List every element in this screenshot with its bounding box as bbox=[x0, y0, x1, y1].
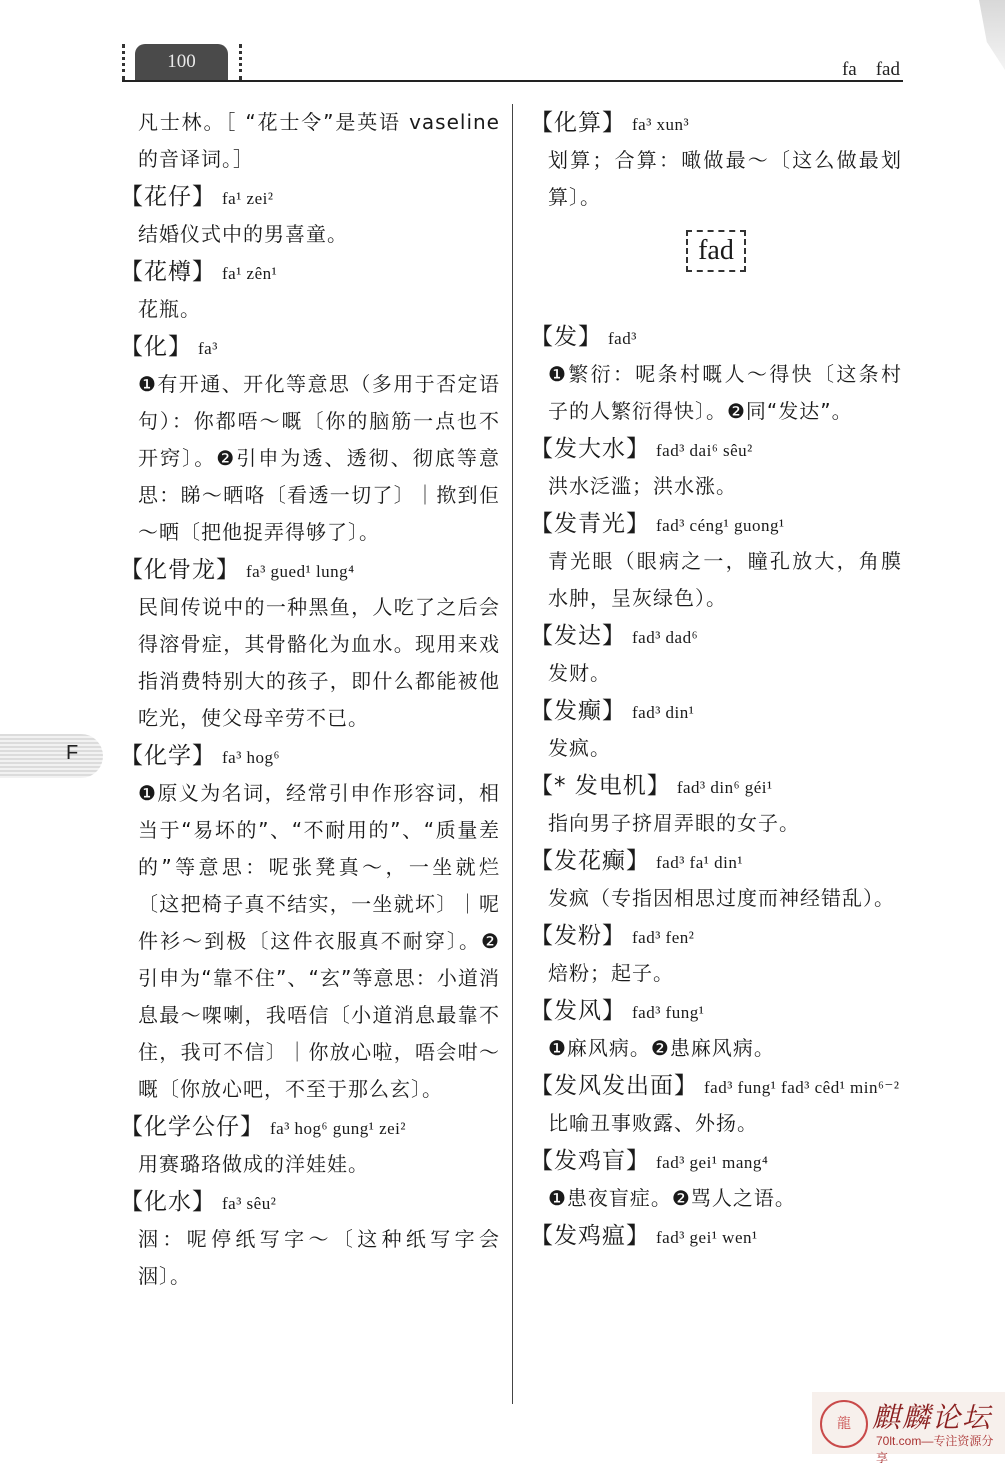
entry-headword: 【化】 bbox=[120, 334, 192, 360]
entry-pinyin: fa³ gued¹ lung⁴ bbox=[246, 562, 355, 581]
entry-headword: 【化学公仔】 bbox=[120, 1114, 264, 1140]
entry-pinyin: fad³ céng¹ guong¹ bbox=[656, 516, 785, 535]
entry-pinyin: fa³ bbox=[198, 339, 218, 358]
entry-pinyin: fad³ gei¹ wen¹ bbox=[656, 1228, 758, 1247]
entry-head bbox=[530, 430, 902, 468]
watermark-title: 麒麟论坛 bbox=[872, 1401, 993, 1434]
entry-definition: 凡士林。［ “花士令”是英语 vaseline 的音译词。］ bbox=[138, 110, 500, 171]
dictionary-entry bbox=[120, 1183, 500, 1295]
entry-definition: ❶麻风病。❷患麻风病。 bbox=[548, 1036, 775, 1060]
entry-headword: 【发粉】 bbox=[530, 923, 626, 949]
entry-head bbox=[120, 1183, 500, 1221]
watermark-url bbox=[876, 1432, 1005, 1466]
dictionary-entry bbox=[530, 1217, 902, 1255]
entry-head bbox=[120, 1108, 500, 1146]
dictionary-entry bbox=[120, 551, 500, 737]
entry-pinyin: fa¹ zei² bbox=[222, 189, 274, 208]
entry-head bbox=[530, 505, 902, 543]
dragon-seal-icon: 龍 bbox=[820, 1400, 868, 1448]
entry-head bbox=[120, 328, 500, 366]
entry-pinyin: fad³ din¹ bbox=[632, 703, 695, 722]
column-divider bbox=[512, 104, 513, 1404]
dictionary-entry bbox=[530, 1067, 902, 1142]
entry-head bbox=[530, 1142, 902, 1180]
entry-headword: 【化水】 bbox=[120, 1189, 216, 1215]
section-heading bbox=[530, 230, 902, 290]
entry-definition: ❶患夜盲症。❷骂人之语。 bbox=[548, 1186, 796, 1210]
entry-headword: 【发花癫】 bbox=[530, 848, 650, 874]
entry-headword: 【发大水】 bbox=[530, 436, 650, 462]
dictionary-entry bbox=[120, 328, 500, 551]
entry-definition: 青光眼（眼病之一，瞳孔放大，角膜水肿，呈灰绿色）。 bbox=[548, 549, 902, 610]
entry-definition: 发财。 bbox=[548, 661, 611, 685]
entry-head bbox=[120, 253, 500, 291]
entry-headword: 【发鸡盲】 bbox=[530, 1148, 650, 1174]
entry-pinyin: fa³ hog⁶ gung¹ zei² bbox=[270, 1119, 406, 1138]
entry-definition: 洪水泛滥；洪水涨。 bbox=[548, 474, 737, 498]
entry-head bbox=[530, 1067, 902, 1105]
entry-head bbox=[120, 178, 500, 216]
entry-head bbox=[120, 551, 500, 589]
entry-definition: 发疯。 bbox=[548, 736, 611, 760]
entry-headword: 【* 发电机】 bbox=[530, 773, 671, 799]
entry-head bbox=[530, 917, 902, 955]
entry-head bbox=[530, 1217, 902, 1255]
entry-definition: 民间传说中的一种黑鱼，人吃了之后会得溶骨症，其骨骼化为血水。现用来戏指消费特别大的孩子，即什么都能被他吃光，使父母辛劳不已。 bbox=[138, 595, 500, 730]
entry-headword: 【发青光】 bbox=[530, 511, 650, 537]
dictionary-entry bbox=[120, 253, 500, 328]
entry-head bbox=[530, 617, 902, 655]
entry-headword: 【化算】 bbox=[530, 110, 626, 136]
entry-headword: 【发风发出面】 bbox=[530, 1073, 698, 1099]
entry-head bbox=[530, 767, 902, 805]
alphabet-side-tab bbox=[0, 734, 103, 778]
entry-pinyin: fa¹ zên¹ bbox=[222, 264, 278, 283]
entry-head bbox=[530, 318, 902, 356]
dictionary-entry bbox=[530, 917, 902, 992]
entry-pinyin: fad³ fa¹ din¹ bbox=[656, 853, 743, 872]
dictionary-entry bbox=[530, 767, 902, 842]
header-rule bbox=[122, 80, 903, 82]
dictionary-entry bbox=[530, 842, 902, 917]
dictionary-entry bbox=[530, 430, 902, 505]
entry-pinyin: fad³ fung¹ fad³ cêd¹ min⁶⁻² bbox=[704, 1078, 900, 1097]
entry-pinyin: fad³ dai⁶ sêu² bbox=[656, 441, 753, 460]
entry-headword: 【发】 bbox=[530, 324, 602, 350]
entry-pinyin: fad³ dad⁶ bbox=[632, 628, 699, 647]
entry-head bbox=[530, 692, 902, 730]
dictionary-entry bbox=[530, 1142, 902, 1217]
entry-definition: 划算；合算：噉做最～〔这么做最划算〕。 bbox=[548, 148, 902, 209]
dictionary-entry bbox=[530, 992, 902, 1067]
entry-definition: 洇：呢停纸写字～〔这种纸写字会洇〕。 bbox=[138, 1227, 500, 1288]
entry-headword: 【花樽】 bbox=[120, 259, 216, 285]
entry-definition: 结婚仪式中的男喜童。 bbox=[138, 222, 348, 246]
entry-definition: ❶原义为名词，经常引申作形容词，相当于“易坏的”、“不耐用的”、“质量差的”等意思：呢张凳真～，一坐就烂〔这把椅子真不结实，一坐就坏〕｜呢件衫～到极〔这件衣服真不耐穿〕。❷引申为“靠不住”、“玄”等意思：小道消息最～㗎喇，我唔信〔小道消息最靠不住，我可不信〕｜你放心啦，唔会咁～嘅〔你放心吧，不至于那么玄〕。 bbox=[138, 781, 500, 1101]
left-column bbox=[120, 104, 500, 1295]
entry-pinyin: fa³ sêu² bbox=[222, 1194, 277, 1213]
entry-definition: 比喻丑事败露、外扬。 bbox=[548, 1111, 758, 1135]
entry-headword: 【化骨龙】 bbox=[120, 557, 240, 583]
dictionary-entry bbox=[530, 318, 902, 430]
entry-pinyin: fa³ hog⁶ bbox=[222, 748, 280, 767]
entry-headword: 【花仔】 bbox=[120, 184, 216, 210]
entry-headword: 【发癫】 bbox=[530, 698, 626, 724]
entry-definition: ❶繁衍：呢条村嘅人～得快〔这条村子的人繁衍得快〕。❷同“发达”。 bbox=[548, 362, 902, 423]
dictionary-entry bbox=[530, 617, 902, 692]
entry-headword: 【化学】 bbox=[120, 743, 216, 769]
dictionary-entry bbox=[120, 104, 500, 178]
page-number: 100 bbox=[135, 44, 228, 80]
entry-pinyin: fad³ bbox=[608, 329, 637, 348]
running-head: fa fad bbox=[841, 59, 900, 80]
entry-head bbox=[530, 104, 902, 142]
forum-watermark bbox=[812, 1392, 1005, 1465]
entry-definition: 焙粉；起子。 bbox=[548, 961, 674, 985]
header-dotted-line-left bbox=[122, 44, 125, 80]
dictionary-entry bbox=[120, 1108, 500, 1183]
entry-definition: 发疯（专指因相思过度而神经错乱）。 bbox=[548, 886, 895, 910]
entry-pinyin: fad³ fung¹ bbox=[632, 1003, 705, 1022]
entry-headword: 【发达】 bbox=[530, 623, 626, 649]
entry-pinyin: fad³ gei¹ mang⁴ bbox=[656, 1153, 769, 1172]
entry-head bbox=[530, 842, 902, 880]
entry-headword: 【发鸡瘟】 bbox=[530, 1223, 650, 1249]
dictionary-entry bbox=[530, 505, 902, 617]
entry-head bbox=[120, 737, 500, 775]
entry-pinyin: fa³ xun³ bbox=[632, 115, 690, 134]
side-tab-letter: F bbox=[66, 742, 79, 764]
entry-definition: ❶有开通、开化等意思（多用于否定语句）：你都唔～嘅〔你的脑筋一点也不开窍〕。❷引申为透、透彻、彻底等意思：睇～晒咯〔看透一切了〕｜揿到佢～晒〔把他捉弄得够了〕。 bbox=[138, 372, 500, 544]
entry-definition: 用赛璐珞做成的洋娃娃。 bbox=[138, 1152, 369, 1176]
dictionary-entry bbox=[530, 692, 902, 767]
watermark-tagline: —专注资源分享 bbox=[876, 1434, 994, 1465]
dictionary-entry bbox=[120, 737, 500, 1108]
dictionary-entry bbox=[530, 104, 902, 216]
entry-definition: 花瓶。 bbox=[138, 297, 201, 321]
entry-pinyin: fad³ din⁶ géi¹ bbox=[676, 778, 773, 797]
entry-head bbox=[530, 992, 902, 1030]
entry-pinyin: fad³ fen² bbox=[632, 928, 695, 947]
page-header bbox=[0, 0, 1005, 90]
section-label: fad bbox=[686, 230, 746, 272]
entry-headword: 【发风】 bbox=[530, 998, 626, 1024]
page-curl-shadow bbox=[979, 0, 1005, 70]
right-column bbox=[530, 104, 902, 1255]
entry-definition: 指向男子挤眉弄眼的女子。 bbox=[548, 811, 800, 835]
dictionary-entry bbox=[120, 178, 500, 253]
watermark-url-text: 70lt.com bbox=[876, 1434, 922, 1448]
header-dotted-line-right bbox=[239, 44, 242, 80]
